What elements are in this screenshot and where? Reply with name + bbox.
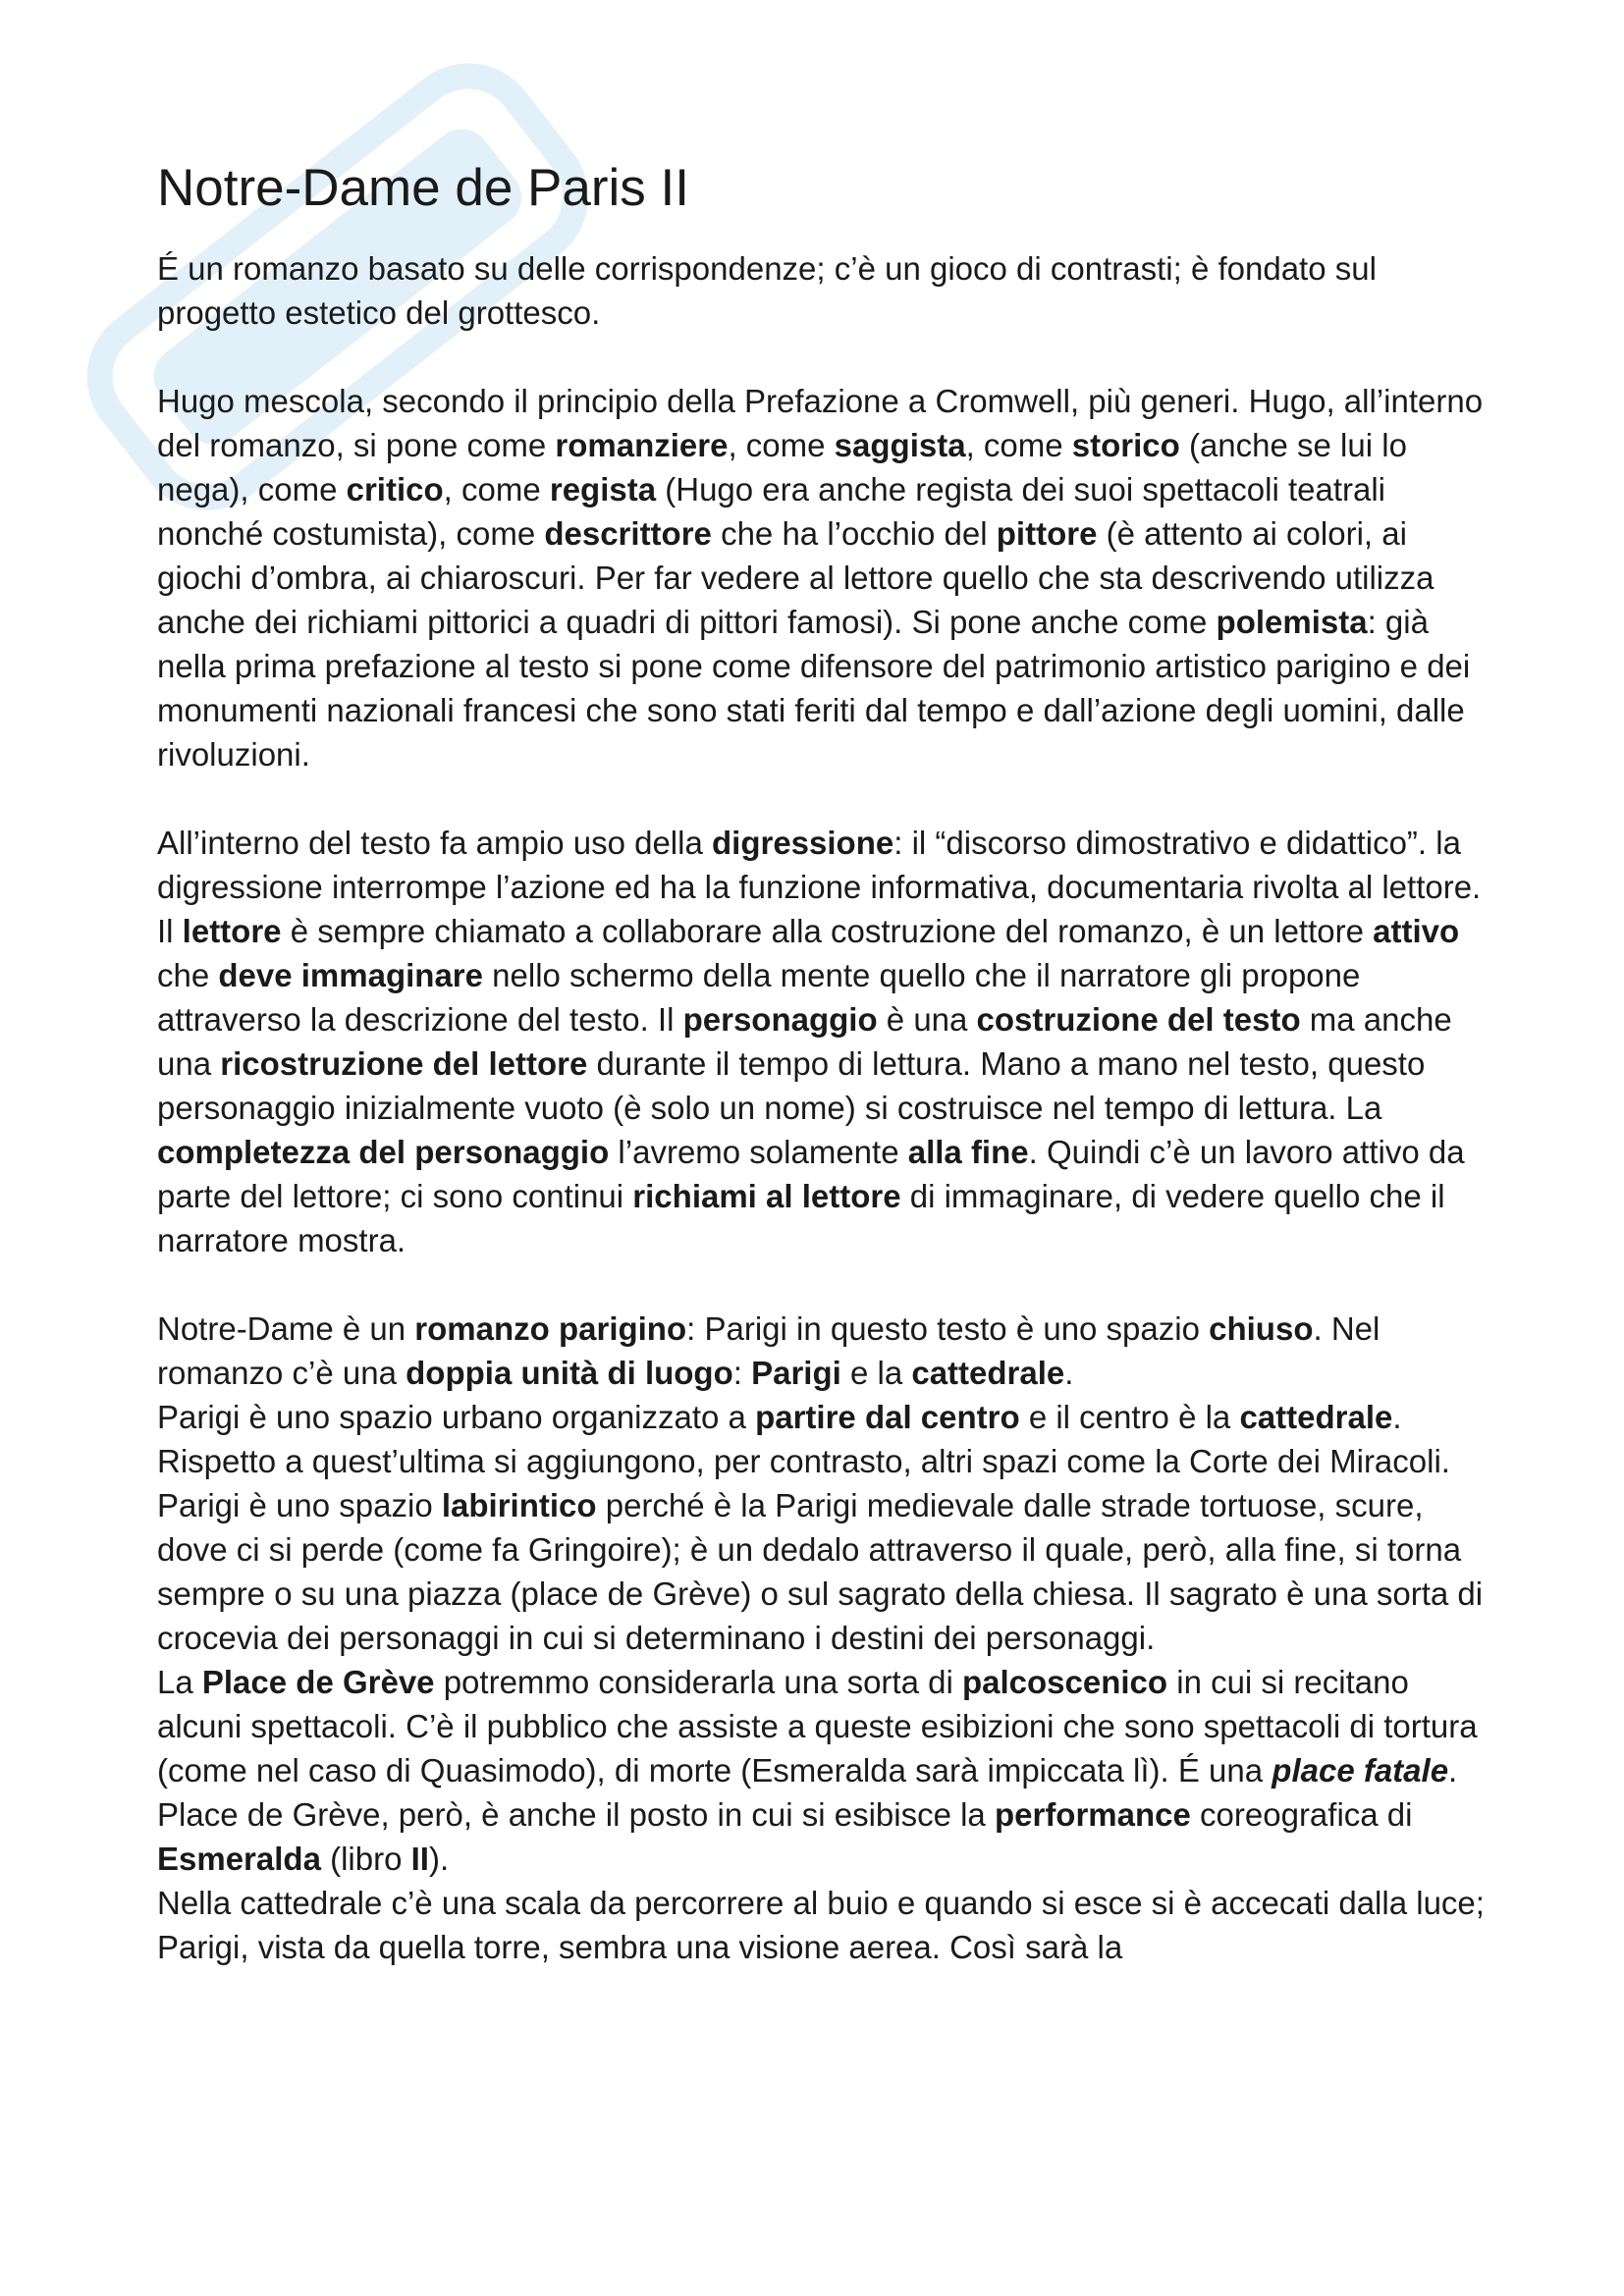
bold-term: richiami al lettore: [632, 1177, 901, 1214]
text-run: potremmo considerarla una sorta di: [434, 1663, 962, 1700]
body-paragraph: [157, 246, 1492, 335]
text-run: è una: [877, 1000, 977, 1038]
body-paragraph: [157, 821, 1492, 1262]
text-run: : il “discorso dimostrativo e didattico”. la digressione interrompe l’azione ed ha la funzione informativa, documentaria rivolta al lettore. Il: [157, 824, 1482, 949]
text-run: e la: [840, 1354, 912, 1391]
bold-term: performance: [994, 1795, 1191, 1833]
document-title: Notre-Dame de Paris II: [157, 159, 689, 217]
text-run: : già nella prima prefazione al testo si pone come difensore del patrimonio artistico parigino e dei monumenti nazionali francesi che sono stati feriti dal tempo e dall’azione degli uomini, dalle rivoluzioni.: [157, 603, 1471, 773]
bold-term: cattedrale: [1239, 1398, 1393, 1435]
bold-term: personaggio: [682, 1000, 878, 1038]
bold-term: critico: [346, 470, 444, 507]
bold-term: attivo: [1373, 912, 1460, 949]
text-run: perché è la Parigi medievale dalle strade tortuose, scure, dove ci si perde (come fa Gringoire); è un dedalo attraverso il quale, però, alla fine, si torna sempre o su una piazza (place de Grève) o sul sagrato della chiesa. Il sagrato è una sorta di crocevia dei personaggi in cui si determinano i destini dei personaggi.: [157, 1486, 1484, 1656]
text-run: La: [157, 1663, 202, 1700]
text-run: . Nel romanzo c’è una: [157, 1309, 1380, 1391]
bold-term: descrittore: [544, 514, 712, 552]
text-run: . Quindi c’è un lavoro attivo da parte del lettore; ci sono continui: [157, 1133, 1465, 1214]
emphasis-text: place fatale: [1272, 1751, 1449, 1789]
bold-term: chiuso: [1209, 1309, 1314, 1347]
bold-term: Esmeralda: [157, 1840, 321, 1877]
text-run: l’avremo solamente: [609, 1133, 908, 1170]
text-run: coreografica di: [1190, 1795, 1413, 1833]
text-run: (Hugo era anche regista dei suoi spettacoli teatrali nonché costumista), come: [157, 470, 1385, 552]
text-run: :: [732, 1354, 752, 1391]
text-run: in cui si recitano alcuni spettacoli. C’è il pubblico che assiste a queste esibizioni che sono spettacoli di tortura (come nel caso di Quasimodo), di morte (Esmeralda sarà impiccata lì). É una: [157, 1663, 1478, 1789]
text-run: , come: [965, 426, 1072, 463]
bold-term: saggista: [834, 426, 966, 463]
bold-term: Parigi: [751, 1354, 841, 1391]
bold-term: alla fine: [907, 1133, 1029, 1170]
text-run: , come: [443, 470, 550, 507]
bold-term: romanziere: [555, 426, 729, 463]
text-run: .: [1064, 1354, 1074, 1391]
bold-term: regista: [549, 470, 657, 507]
bold-term: completezza del personaggio: [157, 1133, 610, 1170]
body-paragraph: [157, 379, 1492, 776]
text-run: ma anche una: [157, 1000, 1452, 1082]
bold-term: storico: [1071, 426, 1180, 463]
document-body: [157, 246, 1492, 1969]
text-run: durante il tempo di lettura. Mano a mano nel testo, questo personaggio inizialmente vuoto (è solo un nome) si costruisce nel tempo di lettura. La: [157, 1044, 1426, 1126]
text-run: , come: [728, 426, 835, 463]
bold-term: palcoscenico: [961, 1663, 1168, 1700]
text-run: . Place de Grève, però, è anche il posto in cui si esibisce la: [157, 1751, 1458, 1833]
bold-term: costruzione del testo: [976, 1000, 1301, 1038]
body-paragraph: [157, 1307, 1492, 1969]
text-run: Parigi è uno spazio urbano organizzato a: [157, 1398, 756, 1435]
text-run: Notre-Dame è un: [157, 1309, 415, 1347]
text-run: Hugo mescola, secondo il principio della Prefazione a Cromwell, più generi. Hugo, all’interno del romanzo, si pone come: [157, 382, 1484, 463]
text-run: Nella cattedrale c’è una scala da percorrere al buio e quando si esce si è accecati dalla luce; Parigi, vista da quella torre, sembra una visione aerea. Così sarà la: [157, 1884, 1485, 1965]
text-run: All’interno del testo fa ampio uso della: [157, 824, 712, 861]
bold-term: doppia unità di luogo: [406, 1354, 733, 1391]
text-run: (libro: [320, 1840, 411, 1877]
text-run: (è attento ai colori, ai giochi d’ombra, ai chiaroscuri. Per far vedere al lettore quello che sta descrivendo utilizza anche dei richiami pittorici a quadri di pittori famosi). Si pone anche come: [157, 514, 1435, 640]
bold-term: romanzo parigino: [414, 1309, 687, 1347]
bold-term: pittore: [996, 514, 1098, 552]
bold-term: cattedrale: [911, 1354, 1065, 1391]
bold-term: ricostruzione del lettore: [220, 1044, 588, 1082]
text-run: e il centro è la: [1019, 1398, 1240, 1435]
text-run: che ha l’occhio del: [711, 514, 997, 552]
text-run: nello schermo della mente quello che il narratore gli propone attraverso la descrizione del testo. Il: [157, 956, 1361, 1038]
text-run: Parigi è uno spazio: [157, 1486, 442, 1523]
bold-term: Place de Grève: [201, 1663, 435, 1700]
text-run: che: [157, 956, 219, 993]
bold-term: deve immaginare: [218, 956, 483, 993]
text-run: (anche se lui lo nega), come: [157, 426, 1407, 507]
document-page: [157, 159, 1492, 1969]
bold-term: II: [410, 1840, 429, 1877]
bold-term: lettore: [182, 912, 282, 949]
bold-term: digressione: [712, 824, 894, 861]
text-run: ).: [428, 1840, 450, 1877]
bold-term: partire dal centro: [755, 1398, 1020, 1435]
text-run: É un romanzo basato su delle corrispondenze; c’è un gioco di contrasti; è fondato sul progetto estetico del grottesco.: [157, 249, 1377, 331]
text-run: è sempre chiamato a collaborare alla costruzione del romanzo, è un lettore: [281, 912, 1374, 949]
bold-term: polemista: [1216, 603, 1368, 640]
bold-term: labirintico: [441, 1486, 597, 1523]
text-run: : Parigi in questo testo è uno spazio: [686, 1309, 1210, 1347]
text-run: di immaginare, di vedere quello che il narratore mostra.: [157, 1177, 1445, 1258]
text-run: . Rispetto a quest’ultima si aggiungono, per contrasto, altri spazi come la Corte dei Miracoli.: [157, 1398, 1450, 1479]
